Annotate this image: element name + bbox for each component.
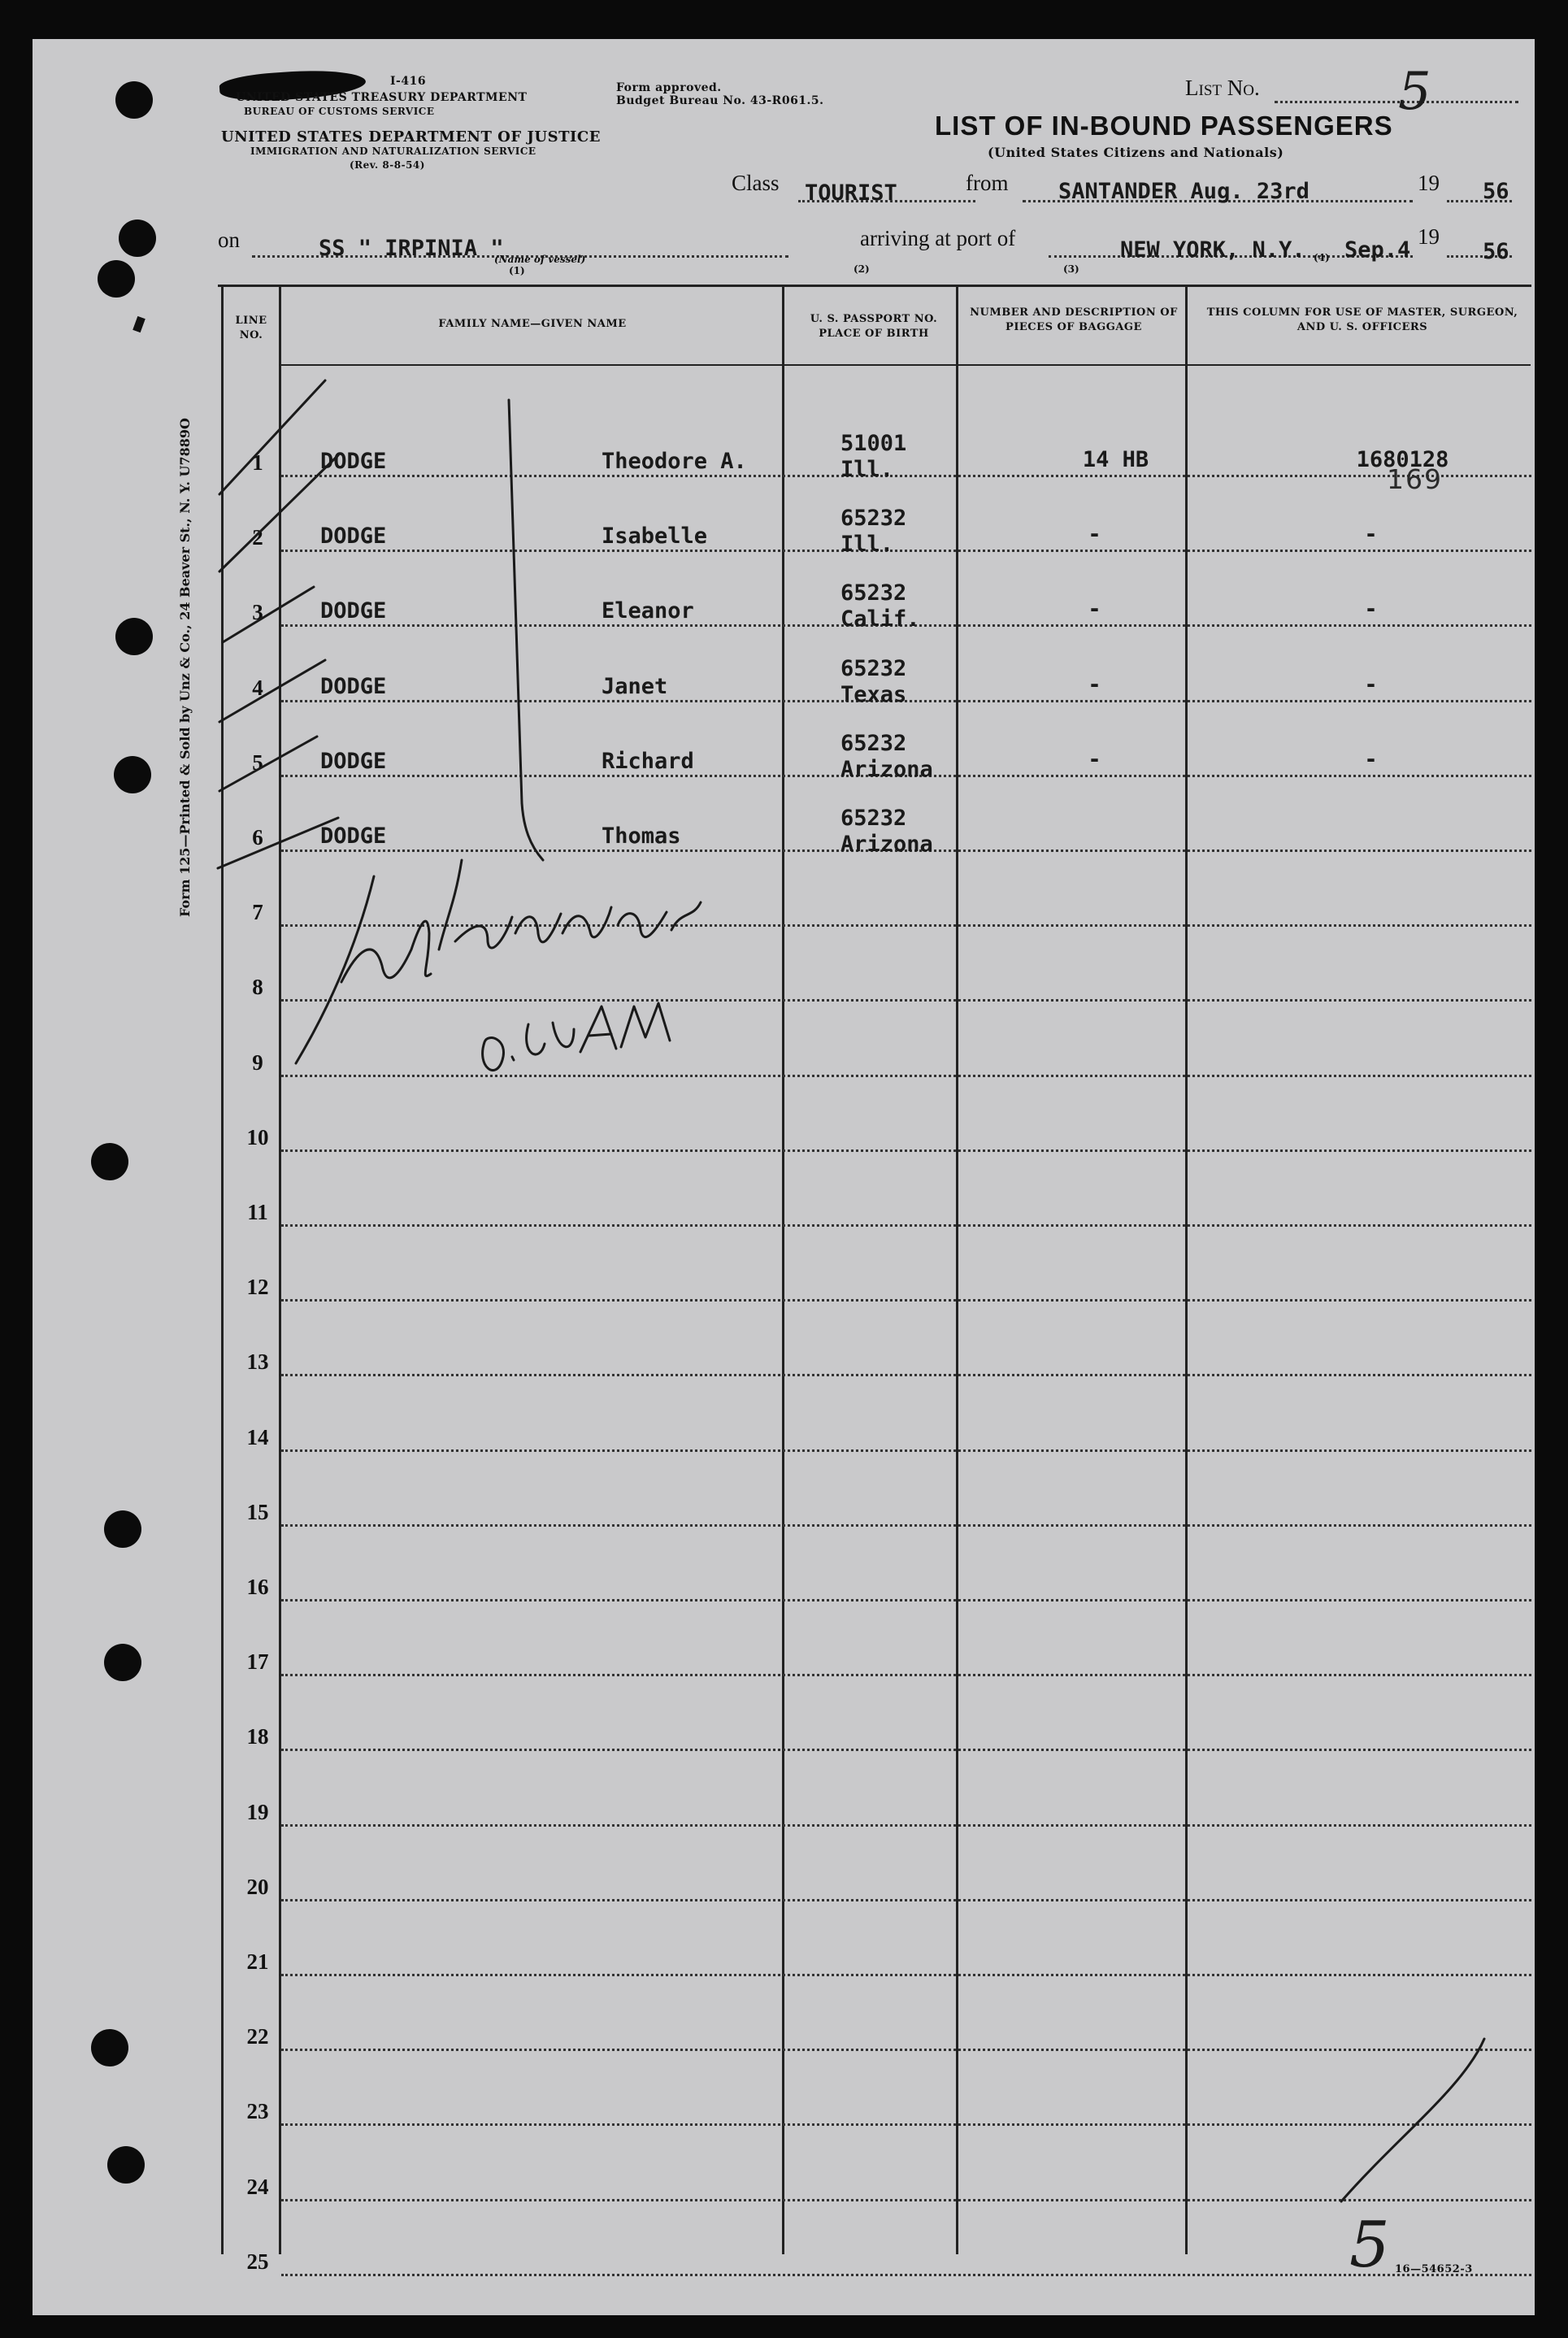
form-approved: Form approved. (616, 81, 722, 94)
family-name: DODGE (320, 598, 387, 624)
handwritten-page-number: 5 (1349, 2209, 1390, 2282)
vessel-value: SS " IRPINIA " (319, 236, 504, 261)
arriving-label: arriving at port of (860, 226, 1016, 250)
handwritten-marks (33, 39, 1535, 2315)
officer-note: 1680128 (1356, 447, 1449, 472)
list-no-label: List No. (1185, 76, 1260, 100)
family-name: DODGE (320, 824, 387, 849)
officer-note: - (1364, 746, 1378, 772)
col-header-line-no: LINE NO. (235, 315, 267, 341)
line-number: 7 (252, 900, 263, 925)
place-of-birth: Arizona (840, 756, 933, 782)
line-number: 6 (252, 825, 263, 850)
line-number: 14 (246, 1424, 269, 1449)
officer-note: - (1364, 522, 1378, 548)
line-number: 17 (246, 1649, 269, 1675)
vessel-caption: (Name of vessel) (494, 254, 586, 265)
passenger-list-form (33, 39, 1535, 2315)
baggage-description: - (1088, 597, 1101, 623)
form-subtitle: (United States Citizens and Nationals) (988, 145, 1284, 160)
baggage-description: - (1088, 671, 1101, 697)
customs-line: BUREAU OF CUSTOMS SERVICE (244, 106, 435, 117)
time-note (483, 1003, 670, 1071)
line-number: 16 (246, 1575, 269, 1599)
line-number: 13 (246, 1349, 269, 1375)
place-of-birth: Arizona (840, 832, 933, 857)
family-name: DODGE (320, 673, 387, 699)
bracket-line (509, 400, 543, 860)
line-number: 19 (246, 1799, 269, 1824)
line-number: 2 (252, 525, 263, 550)
baggage-description: - (1088, 746, 1101, 772)
line-number: 12 (246, 1275, 269, 1300)
line-number: 11 (247, 1200, 268, 1224)
place-of-birth: Calif. (840, 606, 920, 632)
col-header-officers: THIS COLUMN FOR USE OF MASTER, SURGEON, AND U. S. OFFICERS (1206, 306, 1518, 333)
line-number: 15 (246, 1499, 269, 1524)
ref-num-4: (4) (1314, 252, 1330, 263)
on-label: on (218, 228, 240, 252)
doj-line: UNITED STATES DEPARTMENT OF JUSTICE (221, 128, 601, 146)
col-header-baggage: NUMBER AND DESCRIPTION OF PIECES OF BAGGAGE (970, 306, 1178, 333)
line-number: 4 (252, 675, 263, 700)
family-name: DODGE (320, 748, 387, 774)
given-name: Isabelle (602, 524, 708, 550)
check-mark-1 (219, 380, 325, 494)
place-of-birth: Ill. (840, 457, 894, 482)
line-number: 24 (246, 2174, 269, 2199)
year-value-1: 56 (1483, 179, 1509, 204)
place-of-birth: Texas (840, 681, 907, 707)
officer-note: - (1364, 671, 1378, 697)
baggage-description: 14 HB (1082, 447, 1149, 472)
check-mark-6 (218, 818, 338, 868)
footer-code: 16—54652-3 (1395, 2263, 1473, 2275)
year-label-2: 19 (1418, 224, 1440, 249)
punch-hole (104, 1510, 141, 1548)
check-mark-4 (219, 660, 325, 722)
from-label: from (966, 171, 1009, 195)
form-title: LIST OF IN-BOUND PASSENGERS (935, 111, 1393, 141)
line-number: 22 (246, 2024, 269, 2049)
line-number: 25 (246, 2249, 269, 2274)
line-number: 18 (246, 1724, 269, 1749)
stamp-number: 169 (1387, 463, 1443, 495)
punch-hole (115, 618, 153, 655)
place-of-birth: Ill. (840, 532, 894, 558)
given-name: Janet (602, 673, 668, 699)
given-name: Eleanor (602, 598, 694, 624)
line-number: 21 (246, 1949, 269, 1974)
line-number: 23 (246, 2099, 269, 2124)
corner-tick (1341, 2039, 1484, 2201)
passport-number: 65232 (840, 730, 907, 756)
check-mark-3 (223, 587, 314, 642)
punch-hole (91, 2029, 128, 2066)
passport-number: 65232 (840, 655, 907, 681)
col-header-passport: U. S. PASSPORT NO. PLACE OF BIRTH (810, 313, 938, 340)
family-name: DODGE (320, 524, 387, 550)
line-number: 9 (252, 1049, 263, 1075)
given-name: Richard (602, 748, 694, 774)
family-name: DODGE (320, 449, 387, 474)
given-name: Theodore A. (602, 449, 747, 474)
signature-line (296, 860, 701, 1063)
col-header-name: FAMILY NAME—GIVEN NAME (438, 318, 627, 330)
punch-hole (107, 2146, 145, 2184)
punch-hole (115, 81, 153, 119)
given-name: Thomas (602, 824, 681, 849)
punch-hole (104, 1644, 141, 1681)
year-value-2: 56 (1483, 239, 1509, 264)
passport-number: 51001 (840, 431, 907, 456)
passport-number: 65232 (840, 806, 907, 831)
class-value: TOURIST (805, 180, 897, 206)
ins-line: IMMIGRATION AND NATURALIZATION SERVICE (250, 146, 536, 157)
punch-hole (119, 219, 156, 257)
check-mark-2 (219, 455, 338, 571)
passport-number: 65232 (840, 580, 907, 606)
line-number: 1 (252, 450, 263, 475)
line-number: 8 (252, 975, 263, 1000)
baggage-description: - (1088, 522, 1101, 548)
line-number: 20 (246, 1874, 269, 1899)
ref-num-1: (1) (509, 265, 525, 276)
form-number: I-416 (390, 75, 427, 88)
officer-note: - (1364, 597, 1378, 623)
from-value: SANTANDER Aug. 23rd (1058, 179, 1310, 204)
line-number: 3 (252, 600, 263, 625)
department-line: UNITED STATES TREASURY DEPARTMENT (236, 91, 528, 104)
line-number: 10 (246, 1124, 269, 1149)
year-label-1: 19 (1418, 171, 1440, 195)
margin-printer-text: Form 125—Printed & Sold by Unz & Co., 24 Beaver St., N. Y. U7889O (177, 418, 193, 917)
ref-num-3: (3) (1063, 263, 1079, 275)
rev-line: (Rev. 8-8-54) (350, 159, 425, 171)
line-number: 5 (252, 750, 263, 775)
punch-hole (91, 1143, 128, 1180)
class-label: Class (732, 171, 780, 195)
passport-number: 65232 (840, 506, 907, 532)
ref-num-2: (2) (853, 263, 870, 275)
list-no-value: 5 (1398, 62, 1431, 122)
arrival-date: Sep.4 (1344, 237, 1411, 263)
port-value: NEW YORK, N.Y. (1120, 237, 1305, 263)
budget-bureau: Budget Bureau No. 43-R061.5. (616, 94, 824, 107)
punch-hole (114, 756, 151, 793)
punch-hole (98, 260, 135, 298)
check-mark-5 (219, 737, 317, 791)
